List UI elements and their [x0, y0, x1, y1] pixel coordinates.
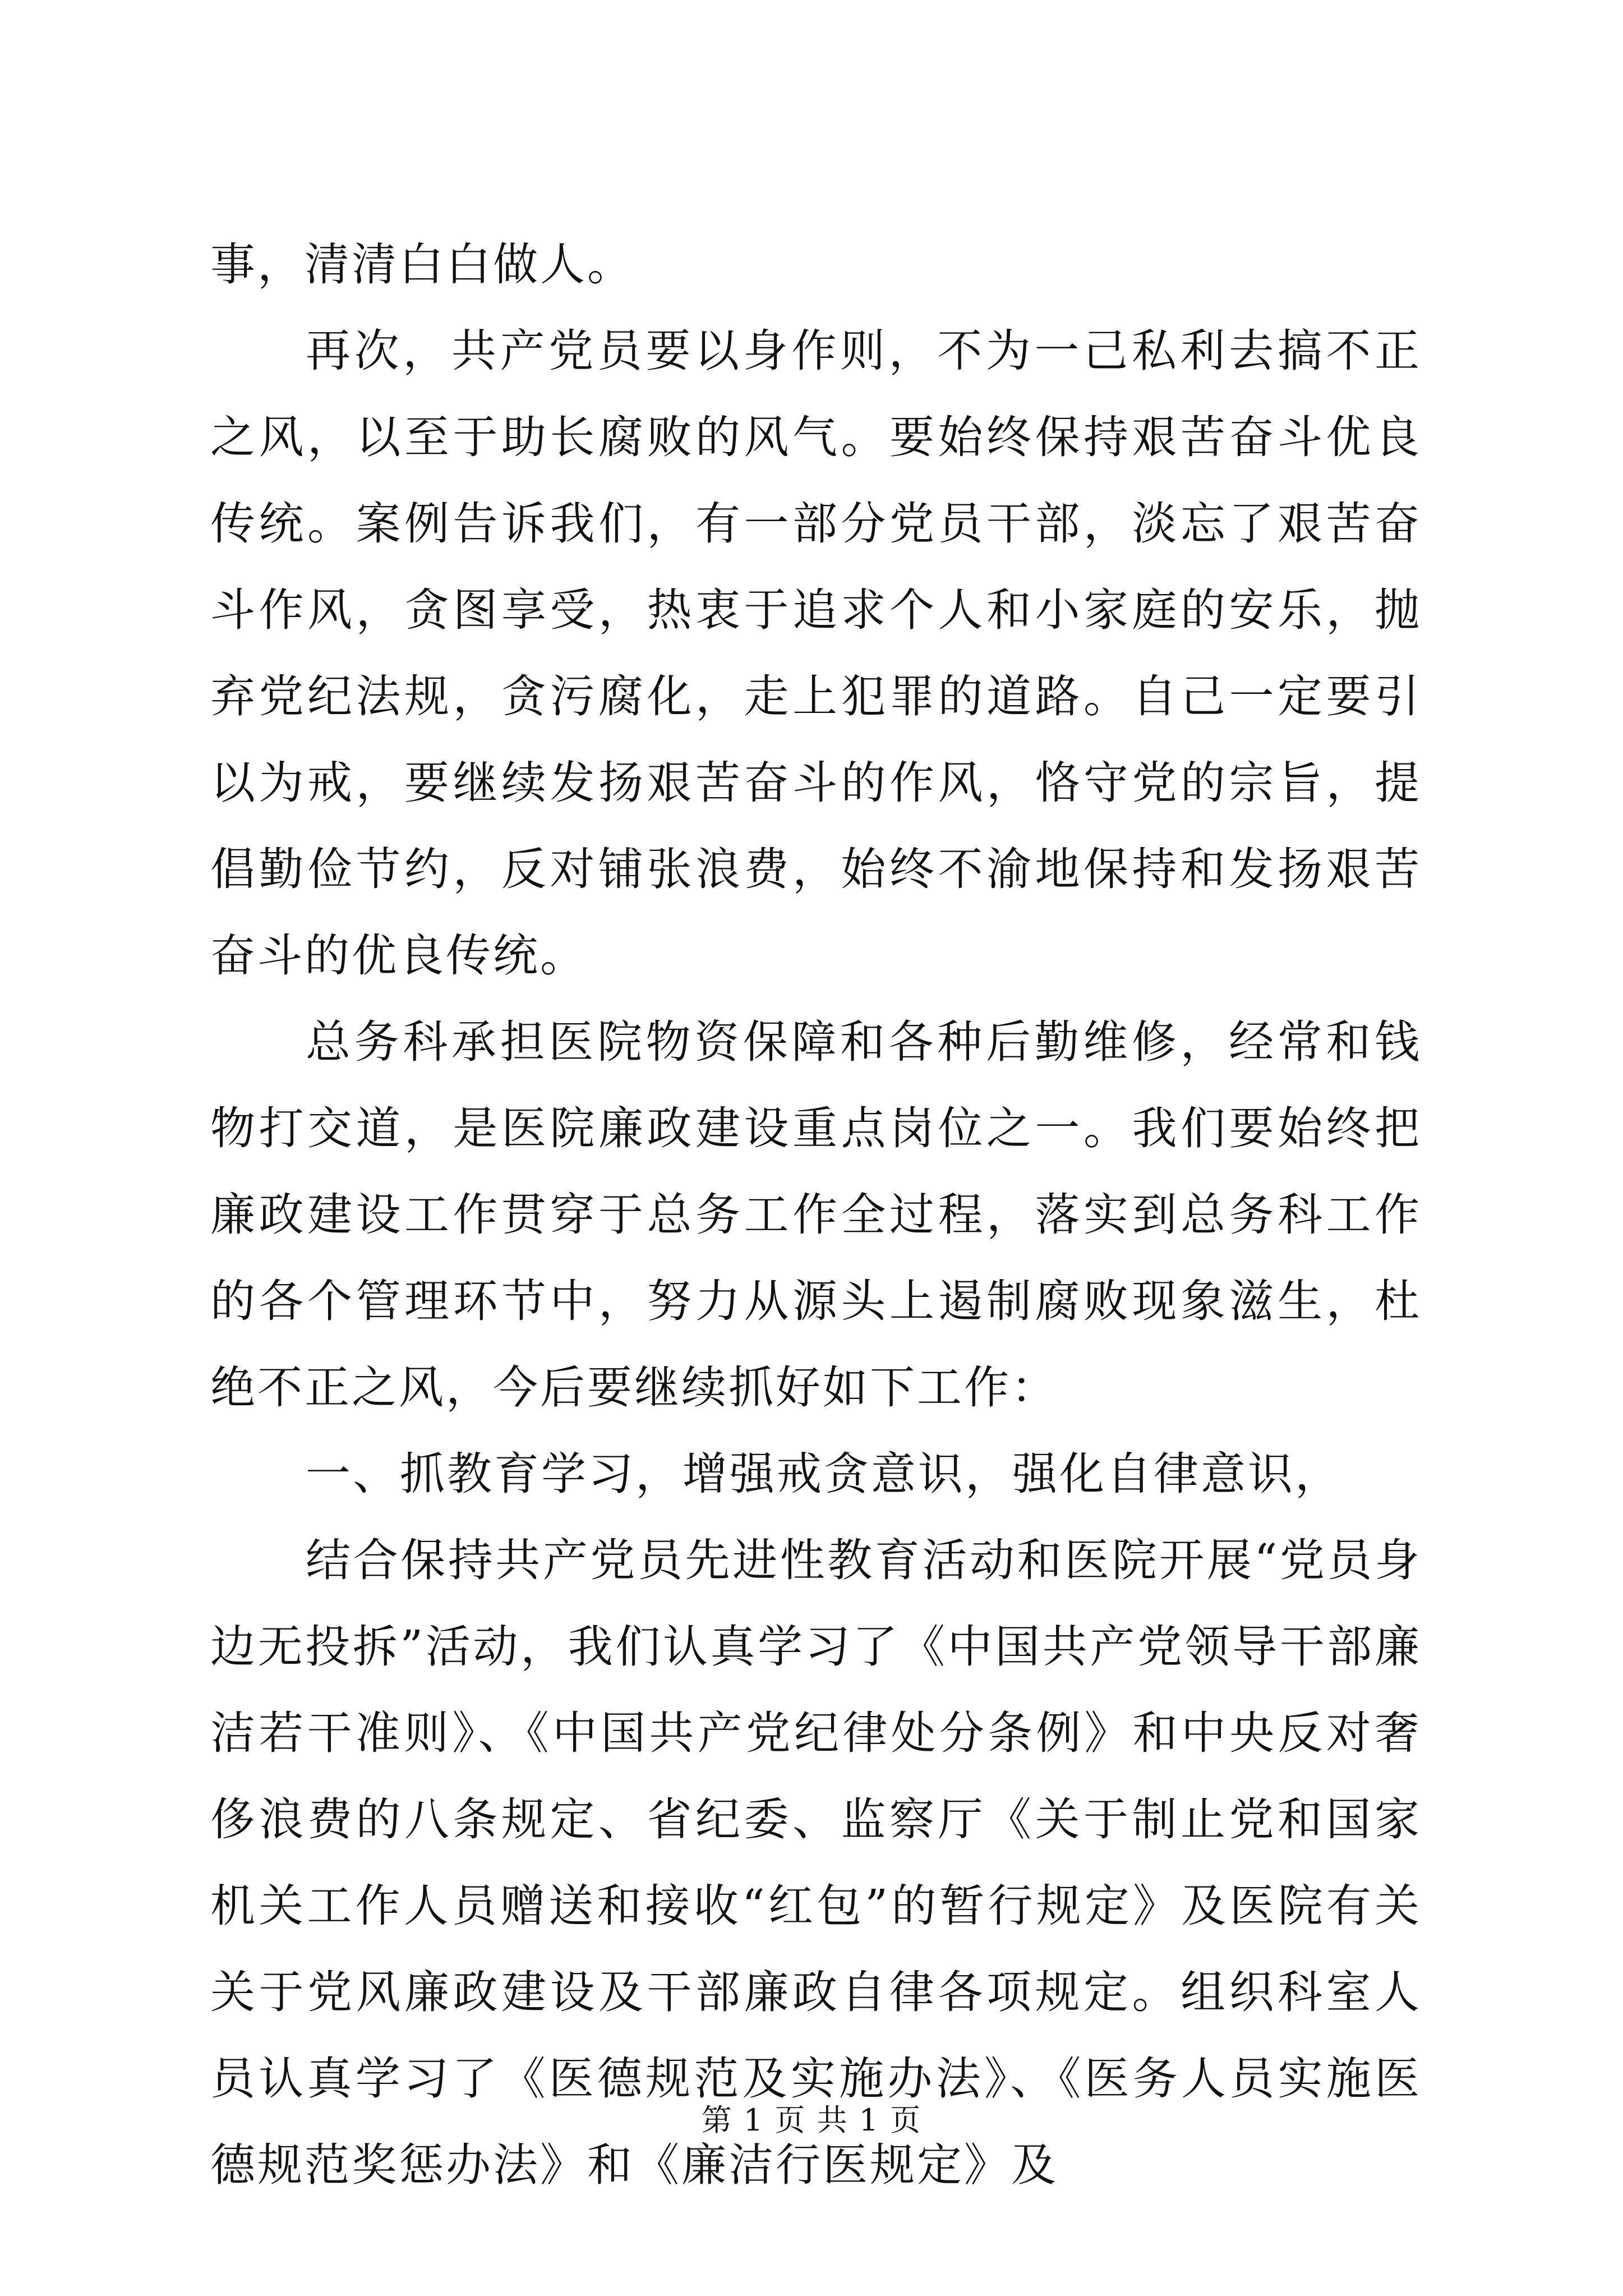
paragraph-3: 总务科承担医院物资保障和各种后勤维修，经常和钱物打交道，是医院廉政建设重点岗位之一。我们要始终把廉政建设工作贯穿于总务工作全过程，落实到总务科工作的各个管理环节中，努力从源头上遏制腐败现象滋生，杜绝不正之风，今后要继续抓好如下工作： — [210, 1016, 1422, 1414]
document-body — [210, 222, 1422, 2208]
paragraph-4: 一、抓教育学习，增强戒贪意识，强化自律意识， — [306, 1448, 1342, 1500]
paragraph-1: 事，清清白白做人。 — [210, 238, 634, 291]
paragraph-5: 结合保持共产党员先进性教育活动和医院开展“党员身边无投拆”活动，我们认真学习了《中国共产党领导干部廉洁若干准则》、《中国共产党纪律处分条例》和中央反对奢侈浪费的八条规定、省纪委、监察厅《关于制止党和国家机关工作人员赠送和接收“红包”的暂行规定》及医院有关关于党风廉政建设及干部廉政自律各项规定。组织科室人员认真学习了《医德规范及实施办法》、《医务人员实施医德规范奖惩办法》和《廉洁行医规定》及 — [210, 1534, 1422, 2191]
page-footer: 第 1 页 共 1 页 — [701, 2102, 922, 2138]
paragraph-2: 再次，共产党员要以身作则，不为一己私利去搞不正之风，以至于助长腐败的风气。要始终保持艰苦奋斗优良传统。案例告诉我们，有一部分党员干部，淡忘了艰苦奋斗作风，贪图享受，热衷于追求个人和小家庭的安乐，抛弃党纪法规，贪污腐化，走上犯罪的道路。自己一定要引以为戒，要继续发扬艰苦奋斗的作风，恪守党的宗旨，提倡勤俭节约，反对铺张浪费，始终不渝地保持和发扬艰苦奋斗的优良传统。 — [210, 325, 1422, 982]
